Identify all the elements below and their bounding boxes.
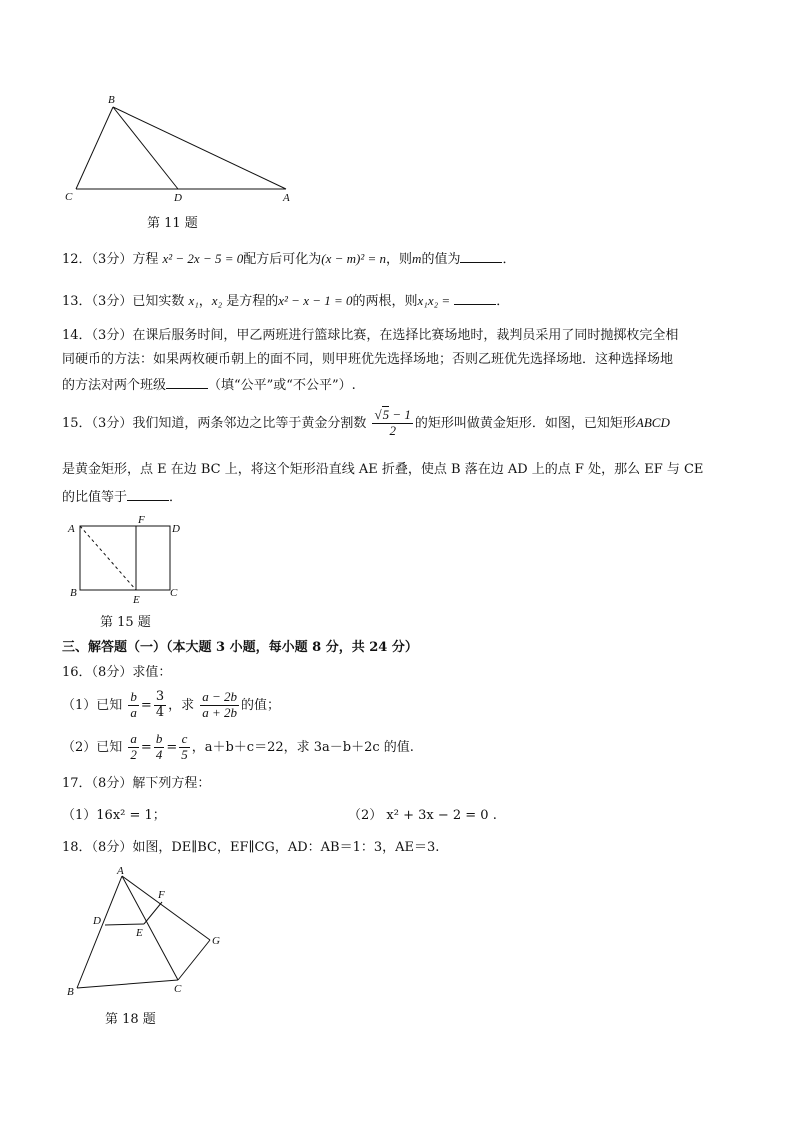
question-15-line-3	[62, 488, 182, 506]
q13-x1: x₁	[188, 293, 199, 308]
label-d: D	[174, 192, 182, 204]
section-heading: 三、解答题（一）（本大题 3 小题，每小题 8 分，共 24 分）	[62, 640, 418, 655]
figure-15	[62, 514, 192, 606]
question-17-part-2: （2） x² + 3x − 2 = 0 .	[348, 808, 497, 823]
q16p2-f3-den: 5	[181, 746, 188, 762]
figure-18-caption: 第 18 题	[105, 1012, 156, 1027]
q16p1-f3-den: a + 2b	[202, 704, 238, 720]
label-c: C	[174, 983, 182, 995]
segment-ef	[144, 902, 162, 924]
q13-text-1: 已知实数	[132, 294, 185, 309]
question-17-heading: 17．（8分）解下列方程：	[62, 776, 211, 791]
q16p1-f3-num: a − 2b	[202, 689, 238, 704]
q12-equation: x² − 2x − 5 = 0	[162, 251, 244, 266]
question-14-line-1: 14．（3分）在课后服务时间，甲乙两班进行篮球比赛，在选择比赛场地时，裁判员采用了同时抛掷枚完全相	[62, 328, 679, 343]
q13-text-4: ．	[496, 294, 510, 309]
q16p2-text-a: （2）已知	[62, 739, 123, 755]
q16p2-f3-num: c	[179, 732, 190, 748]
q12-text-4: 的值为	[421, 252, 461, 267]
q13-number: 13．（3分）	[62, 294, 133, 309]
q16p2-f2-den: 4	[155, 746, 163, 762]
question-15-line-2: 是黄金矩形，点 E 在边 BC 上，将这个矩形沿直线 AE 折叠，使点 B 落在边 AD 上的点 F 处，那么 EF 与 CE	[62, 462, 704, 477]
q15-text-2: 的矩形叫做黄金矩形．如图，已知矩形	[414, 415, 636, 431]
label-a: A	[283, 192, 290, 204]
q16p1-f2-den: 4	[155, 704, 165, 720]
segment-bd	[113, 107, 178, 189]
question-14-line-3	[62, 376, 356, 394]
question-15-line-1	[62, 408, 670, 439]
q13-equation: x² − x − 1 = 0	[278, 293, 353, 308]
q16p2-fraction-2	[154, 732, 165, 763]
label-b: B	[108, 94, 115, 106]
figure-15-caption: 第 15 题	[100, 615, 151, 630]
q16p2-f1-den: 2	[130, 746, 137, 762]
sqrt-symbol: √	[374, 407, 382, 422]
q12-text-5: ．	[502, 252, 516, 267]
question-18-heading: 18．（8分）如图，DE∥BC，EF∥CG，AD：AB＝1：3，AE＝3.	[62, 840, 440, 855]
q16p2-fraction-1	[128, 732, 139, 763]
q13-text-2: 是方程的	[226, 294, 279, 309]
segment-de	[105, 924, 144, 925]
q12-text-3: ，则	[386, 252, 413, 267]
label-g: G	[212, 935, 220, 947]
figure-11	[60, 90, 300, 210]
q12-text-1: 方程	[132, 252, 159, 267]
q12-answer-blank	[460, 250, 502, 263]
q14-answer-blank	[166, 376, 208, 389]
golden-ratio-fraction	[372, 408, 412, 439]
q13-answer-blank	[454, 292, 496, 305]
segment-cg	[178, 940, 210, 980]
segment-ab	[77, 876, 122, 988]
segment-ba	[113, 107, 286, 189]
q14-line3-b: （填“公平”或“不公平”）.	[208, 378, 356, 393]
question-13	[62, 292, 509, 310]
q15-number: 15．（3分）	[62, 415, 133, 431]
label-d: D	[93, 915, 101, 927]
fold-line-ae	[80, 526, 136, 590]
q15-answer-blank	[127, 488, 169, 501]
q13-text-3: 的两根，则	[352, 294, 418, 309]
q16p2-f1-num: a	[130, 731, 137, 746]
label-f: F	[158, 889, 165, 901]
q15-rect: ABCD	[635, 414, 670, 430]
rectangle-abcd	[80, 526, 170, 590]
question-16-part-2: （2）已知 $\frac{a}{2}$ = $\frac{b}{4}$ = $\frac{c}{5}$ ，a＋b＋c＝22，求 3a－b＋2c 的值.	[62, 731, 414, 762]
q15-frac-tail: − 1	[389, 407, 411, 422]
q16p1-fraction-3	[200, 690, 239, 721]
q15-text-1: 我们知道，两条邻边之比等于黄金分割数	[132, 415, 367, 431]
q12-form: (x − m)² = n	[321, 251, 387, 266]
q15-line3-a: 的比值等于	[62, 490, 128, 505]
q13-sep: ，	[198, 294, 212, 309]
figure-18	[60, 864, 230, 1004]
label-b: B	[67, 986, 74, 998]
question-14-line-2: 同硬币的方法：如果两枚硬币朝上的面不同，则甲班优先选择场地；否则乙班优先选择场地．这种选择场地	[62, 352, 674, 367]
q12-var: m	[412, 251, 422, 266]
q16p1-text-c: 的值；	[241, 697, 281, 713]
q12-number: 12．（3分）	[62, 252, 133, 267]
label-a: A	[117, 865, 124, 877]
q16p1-text-b: ，求	[168, 697, 195, 713]
q16p2-fraction-3	[179, 732, 190, 763]
q15-line3-b: ．	[169, 490, 183, 505]
label-e: E	[136, 927, 143, 939]
label-e: E	[133, 594, 140, 606]
q16p1-text-a: （1）已知	[62, 697, 123, 713]
figure-11-caption: 第 11 题	[147, 216, 198, 231]
q16p1-f1-num: b	[130, 689, 137, 704]
segment-ac	[122, 876, 178, 980]
segment-bc	[76, 107, 113, 189]
q16p1-fraction-2	[154, 690, 166, 721]
label-b: B	[70, 587, 77, 599]
q16p1-equals: =	[140, 697, 152, 713]
q14-line3-a: 的方法对两个班级	[62, 378, 167, 393]
label-c: C	[65, 191, 73, 203]
q16p2-f2-num: b	[155, 731, 163, 746]
segment-bc	[77, 980, 178, 988]
label-d: D	[172, 523, 180, 535]
label-a: A	[68, 523, 75, 535]
label-c: C	[170, 587, 178, 599]
question-16-part-1	[62, 690, 280, 721]
question-17-part-1: （1）16x² = 1；	[62, 808, 166, 823]
q16p2-text-b: ，a＋b＋c＝22，求 3a－b＋2c 的值.	[191, 739, 414, 755]
q16p1-f1-den: a	[130, 704, 137, 720]
q16p1-fraction-1	[128, 690, 139, 721]
q16p1-f2-num: 3	[155, 689, 165, 704]
q13-product: x₁x₂ =	[417, 293, 451, 308]
q15-frac-den: 2	[389, 422, 396, 438]
question-16-heading: 16．（8分）求值：	[62, 665, 172, 680]
label-f: F	[138, 514, 145, 526]
question-12	[62, 250, 515, 268]
q15-frac-radicand: 5	[382, 407, 390, 422]
q13-x2: x₂	[211, 293, 223, 308]
q12-text-2: 配方后可化为	[243, 252, 322, 267]
